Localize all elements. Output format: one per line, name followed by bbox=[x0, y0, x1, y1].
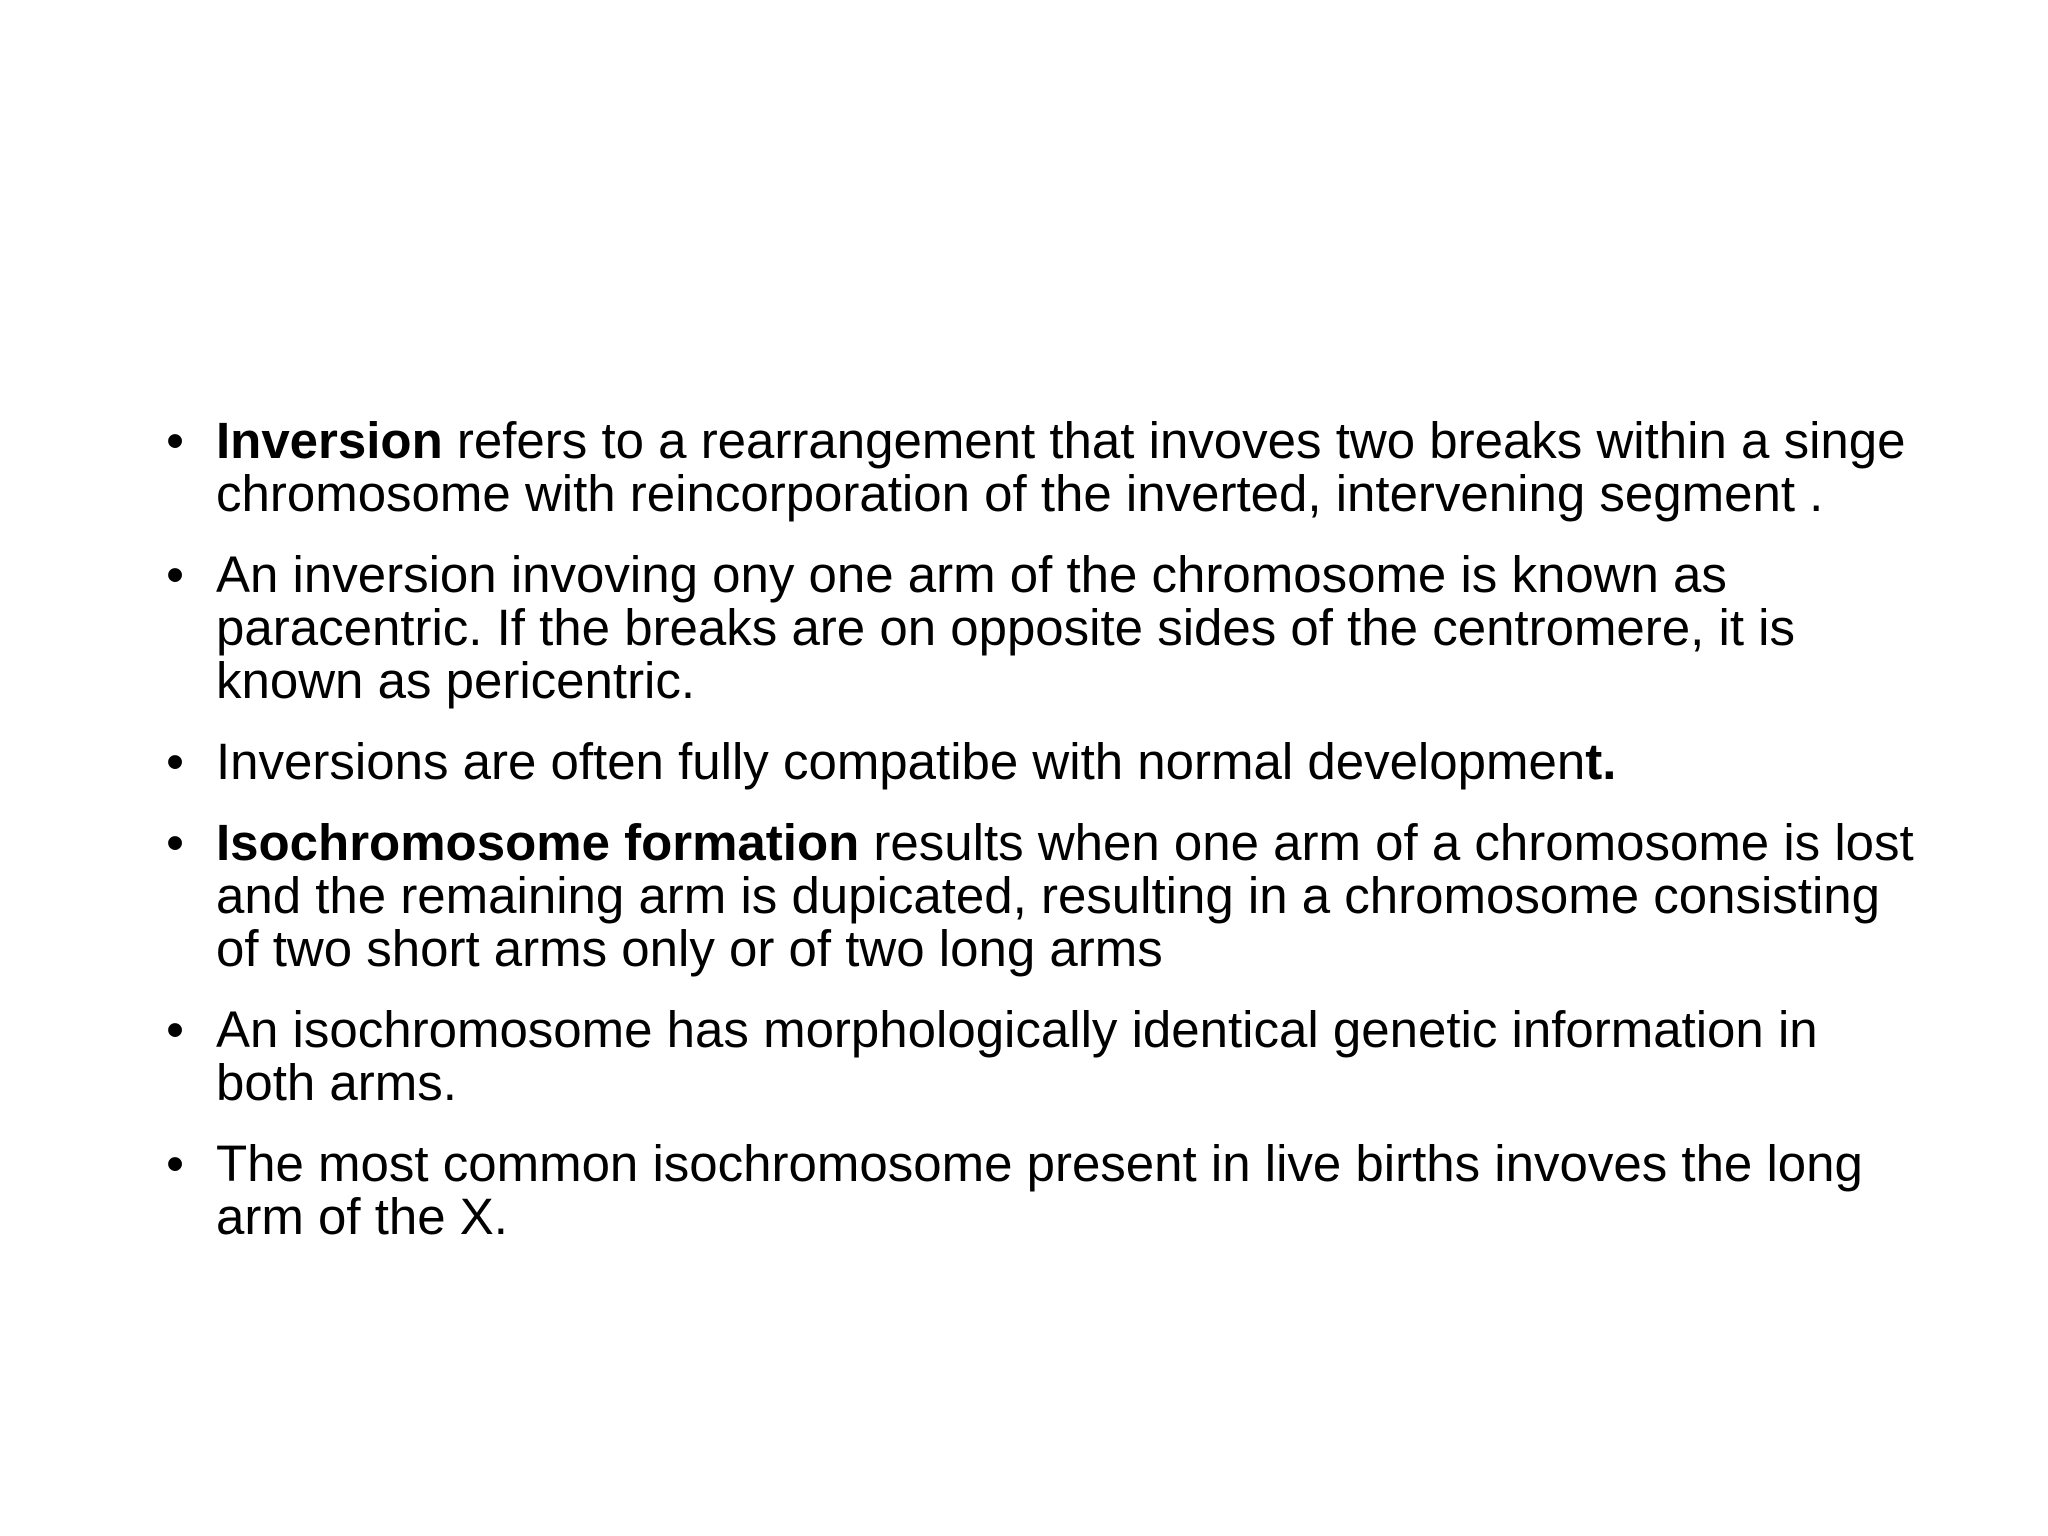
bullet-item-inversion bbox=[160, 414, 1920, 520]
bullet-text: Inversions are often fully compatibe with normal developmen bbox=[216, 733, 1586, 790]
bullet-item-isochromosome-formation bbox=[160, 816, 1920, 975]
bullet-item-paracentric bbox=[160, 548, 1920, 707]
bullet-marker: • bbox=[166, 814, 184, 871]
bullet-marker: • bbox=[166, 1135, 184, 1192]
bullet-marker: • bbox=[166, 412, 184, 469]
bullet-marker: • bbox=[166, 546, 184, 603]
bullet-item-compatible bbox=[160, 735, 1920, 788]
bullet-text: results when one arm of a chromosome is lost and the remaining arm is dupicated, resulting in a chromosome consisting of two short arms only or of two long arms bbox=[216, 814, 1914, 977]
bullet-bold-term: Inversion bbox=[216, 412, 443, 469]
bullet-bold-term: Isochromosome formation bbox=[216, 814, 860, 871]
bullet-list bbox=[160, 414, 1920, 1271]
bullet-item-isochromosome-identical bbox=[160, 1003, 1920, 1109]
bullet-text: refers to a rearrangement that invoves two breaks within a singe chromosome with reincorporation of the inverted, intervening segment . bbox=[216, 412, 1906, 522]
bullet-marker: • bbox=[166, 1001, 184, 1058]
bullet-marker: • bbox=[166, 733, 184, 790]
bullet-text: The most common isochromosome present in live births invoves the long arm of the X. bbox=[216, 1135, 1863, 1245]
bullet-text: An isochromosome has morphologically identical genetic information in both arms. bbox=[216, 1001, 1818, 1111]
bullet-item-common-isochromosome bbox=[160, 1137, 1920, 1243]
bullet-bold-ending: t. bbox=[1585, 733, 1617, 790]
bullet-text: An inversion invoving ony one arm of the chromosome is known as paracentric. If the breaks are on opposite sides of the centromere, it is known as pericentric. bbox=[216, 546, 1795, 709]
